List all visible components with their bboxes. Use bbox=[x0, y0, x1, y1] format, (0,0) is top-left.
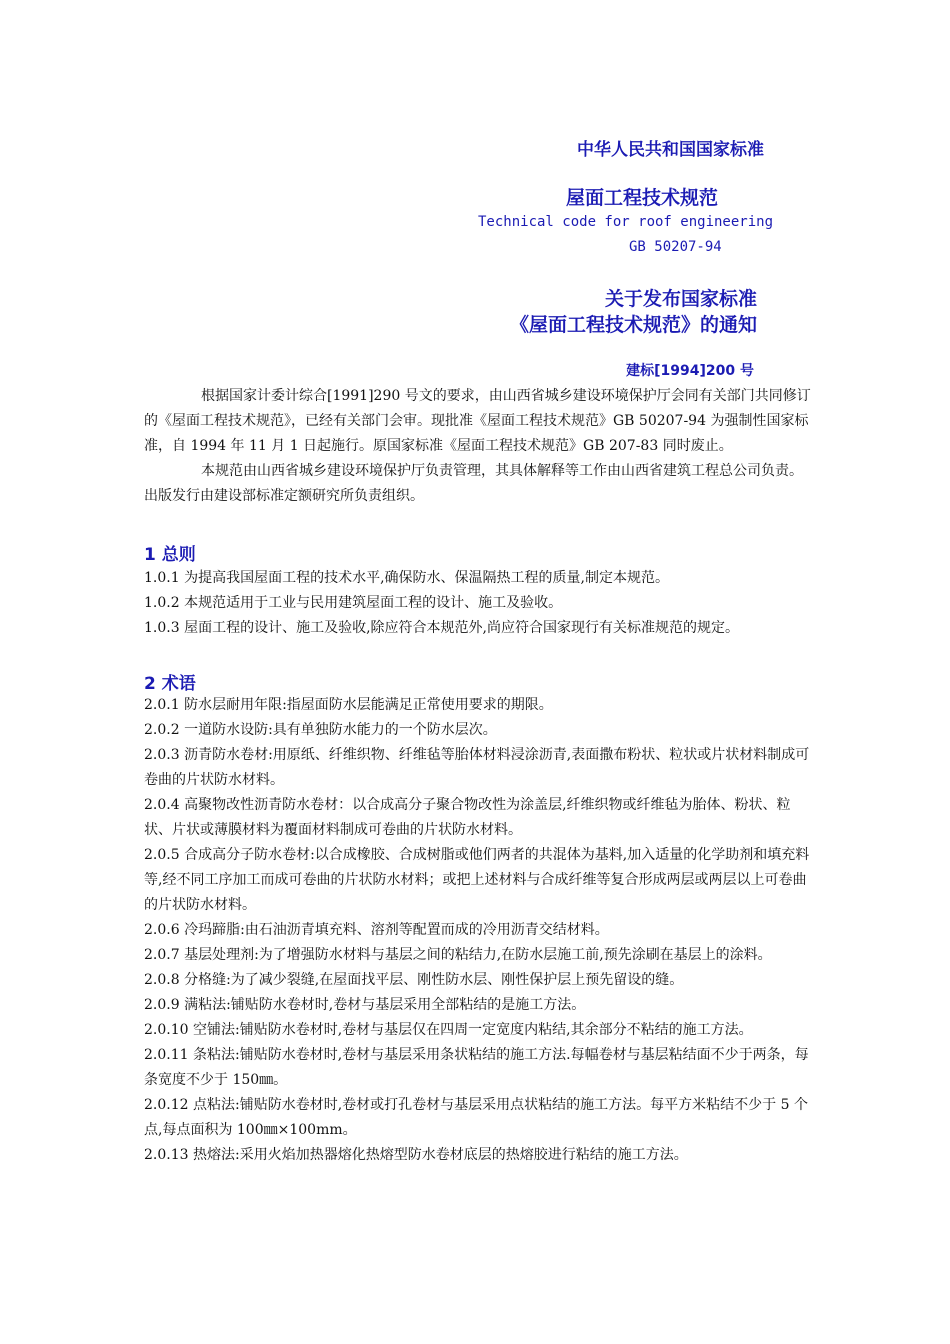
list-item: 2.0.2 一道防水设防:具有单独防水能力的一个防水层次。 bbox=[144, 722, 497, 738]
list-item: 1.0.1 为提高我国屋面工程的技术水平,确保防水、保温隔热工程的质量,制定本规范。 bbox=[144, 570, 669, 586]
section-1-list bbox=[144, 566, 814, 641]
list-item: 1.0.3 屋面工程的设计、施工及验收,除应符合本规范外,尚应符合国家现行有关标准规范的规定。 bbox=[144, 620, 739, 636]
section-2-list bbox=[144, 693, 814, 1168]
notice-paragraph-2: 本规范由山西省城乡建设环境保护厅负责管理，其具体解释等工作由山西省建筑工程总公司负责。出版发行由建设部标准定额研究所负责组织。 bbox=[144, 463, 803, 504]
notice-title-line1: 关于发布国家标准 bbox=[604, 288, 757, 310]
doc-number: 建标[1994]200 号 bbox=[626, 363, 754, 379]
title-en: Technical code for roof engineering bbox=[478, 214, 774, 230]
national-standard-label: 中华人民共和国国家标准 bbox=[577, 140, 764, 160]
section-1-heading: 1 总则 bbox=[144, 545, 196, 565]
list-item: 2.0.11 条粘法:铺贴防水卷材时,卷材与基层采用条状粘结的施工方法.每幅卷材与基层粘结面不少于两条，每条宽度不少于 150㎜。 bbox=[144, 1047, 809, 1088]
section-2-heading: 2 术语 bbox=[144, 674, 196, 694]
list-item: 2.0.5 合成高分子防水卷材:以合成橡胶、合成树脂或他们两者的共混体为基料,加入适量的化学助剂和填充料等,经不同工序加工而成可卷曲的片状防水材料；或把上述材料与合成纤维等复合形成两层或两层以上可卷曲的片状防水材料。 bbox=[144, 847, 810, 913]
list-item: 2.0.13 热熔法:采用火焰加热器熔化热熔型防水卷材底层的热熔胶进行粘结的施工方法。 bbox=[144, 1147, 688, 1163]
notice-body bbox=[144, 384, 814, 509]
list-item: 2.0.6 冷玛蹄脂:由石油沥青填充料、溶剂等配置而成的冷用沥青交结材料。 bbox=[144, 922, 609, 938]
list-item: 1.0.2 本规范适用于工业与民用建筑屋面工程的设计、施工及验收。 bbox=[144, 595, 563, 611]
standard-code: GB 50207-94 bbox=[629, 239, 722, 255]
list-item: 2.0.3 沥青防水卷材:用原纸、纤维织物、纤维毡等胎体材料浸涂沥青,表面撒布粉状、粒状或片状材料制成可卷曲的片状防水材料。 bbox=[144, 747, 810, 788]
notice-title-line2: 《屋面工程技术规范》的通知 bbox=[509, 314, 757, 336]
title-cn: 屋面工程技术规范 bbox=[566, 187, 719, 209]
list-item: 2.0.12 点粘法:铺贴防水卷材时,卷材或打孔卷材与基层采用点状粘结的施工方法。每平方米粘结不少于 5 个点,每点面积为 100㎜×100mm。 bbox=[144, 1097, 808, 1138]
list-item: 2.0.4 高聚物改性沥青防水卷材：以合成高分子聚合物改性为涂盖层,纤维织物或纤维毡为胎体、粉状、粒状、片状或薄膜材料为覆面材料制成可卷曲的片状防水材料。 bbox=[144, 797, 791, 838]
list-item: 2.0.8 分格缝:为了减少裂缝,在屋面找平层、刚性防水层、刚性保护层上预先留设的缝。 bbox=[144, 972, 684, 988]
list-item: 2.0.1 防水层耐用年限:指屋面防水层能满足正常使用要求的期限。 bbox=[144, 697, 553, 713]
list-item: 2.0.7 基层处理剂:为了增强防水材料与基层之间的粘结力,在防水层施工前,预先涂刷在基层上的涂料。 bbox=[144, 947, 772, 963]
list-item: 2.0.10 空铺法:铺贴防水卷材时,卷材与基层仅在四周一定宽度内粘结,其余部分不粘结的施工方法。 bbox=[144, 1022, 753, 1038]
list-item: 2.0.9 满粘法:铺贴防水卷材时,卷材与基层采用全部粘结的是施工方法。 bbox=[144, 997, 586, 1013]
notice-paragraph-1: 根据国家计委计综合[1991]290 号文的要求，由山西省城乡建设环境保护厅会同有关部门共同修订的《屋面工程技术规范》，已经有关部门会审。现批准《屋面工程技术规范》GB 50207-94 为强制性国家标准，自 1994 年 11 月 1 日起施行。原国家标准《屋面工程技术规范》GB 207-83 同时废止。 bbox=[144, 388, 811, 454]
